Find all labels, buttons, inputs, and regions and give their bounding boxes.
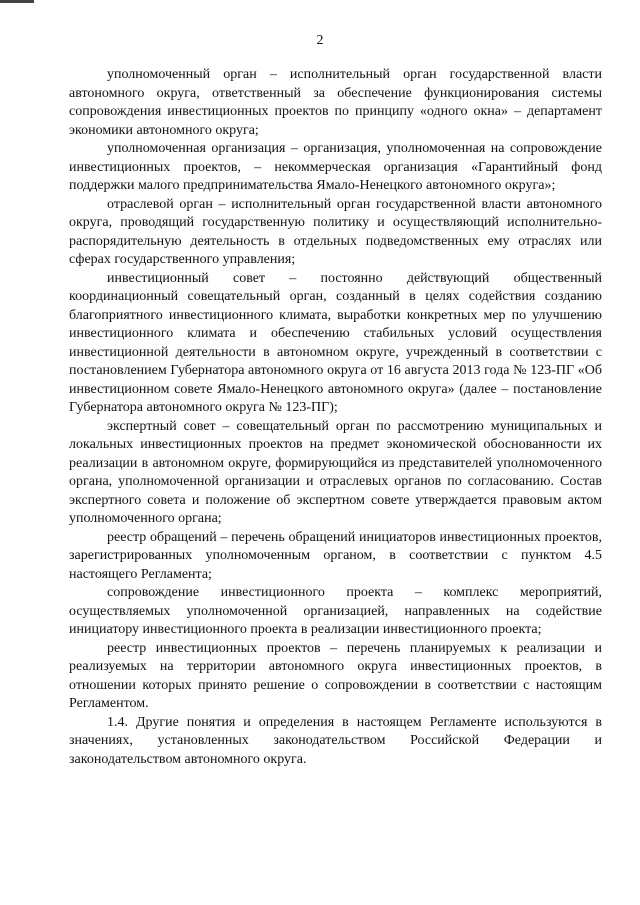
definition-authorized-organization: уполномоченная организация – организация, уполномоченная на сопровождение инвестиционных проектов, – некоммерческая организация «Гарантийный фонд поддержки малого предпринимательства Ямало-Ненецкого автономного округа»;: [69, 141, 602, 193]
clause-1-4: 1.4. Другие понятия и определения в настоящем Регламенте используются в значениях, установленных законодательством Российской Федерации и законодательством автономного округа.: [69, 714, 602, 767]
page-number: 2: [316, 33, 324, 48]
definition-projects-register: реестр инвестиционных проектов – перечень планируемых к реализации и реализуемых на территории автономного округа инвестиционных проектов, в отношении которых принято решение о сопровождении в соответствии с настоящим Регламентом.: [69, 640, 602, 711]
definition-authorized-body: уполномоченный орган – исполнительный орган государственной власти автономного округа, ответственный за обеспечение функционирования системы сопровождения инвестиционных проектов по принципу «одного окна» – департамент экономики автономного округа;: [69, 67, 602, 138]
definition-sector-body: отраслевой орган – исполнительный орган государственной власти автономного округа, проводящий государственную политику и осуществляющий исполнительно-распорядительную деятельность в отдельных подведомственных ему отраслях или сферах государственного управления;: [69, 196, 602, 267]
definition-appeals-register: реестр обращений – перечень обращений инициаторов инвестиционных проектов, зарегистрированных уполномоченным органом, в соответствии с пунктом 4.5 настоящего Регламента;: [69, 529, 602, 582]
definition-project-support: сопровождение инвестиционного проекта – комплекс мероприятий, осуществляемых уполномоченной организацией, направленных на содействие инициатору инвестиционного проекта в реализации инвестиционного проекта;: [69, 585, 602, 637]
definition-investment-council: инвестиционный совет – постоянно действующий общественный координационный совещательный орган, созданный в целях содействия созданию благоприятного инвестиционного климата, выработки конкретных мер по улучшению инвестиционного климата и обеспечению стабильных условий осуществления инвестиционной деятельности в автономном округе, учрежденный в соответствии с постановлением Губернатора автономного округа от 16 августа 2013 года № 123-ПГ «Об инвестиционном совете Ямало-Ненецкого автономного округа» (далее – постановление Губернатора автономного округа № 123-ПГ);: [69, 270, 602, 415]
scan-corner-mark: [0, 0, 34, 3]
document-body: [69, 66, 602, 769]
definition-expert-council: экспертный совет – совещательный орган по рассмотрению муниципальных и локальных инвестиционных проектов на предмет экономической обоснованности их реализации в автономном округе, формирующийся из представителей уполномоченного органа, уполномоченной организации и отраслевых органов по согласованию. Состав экспертного совета и положение об экспертном совете утверждается правовым актом уполномоченного органа;: [69, 418, 602, 526]
